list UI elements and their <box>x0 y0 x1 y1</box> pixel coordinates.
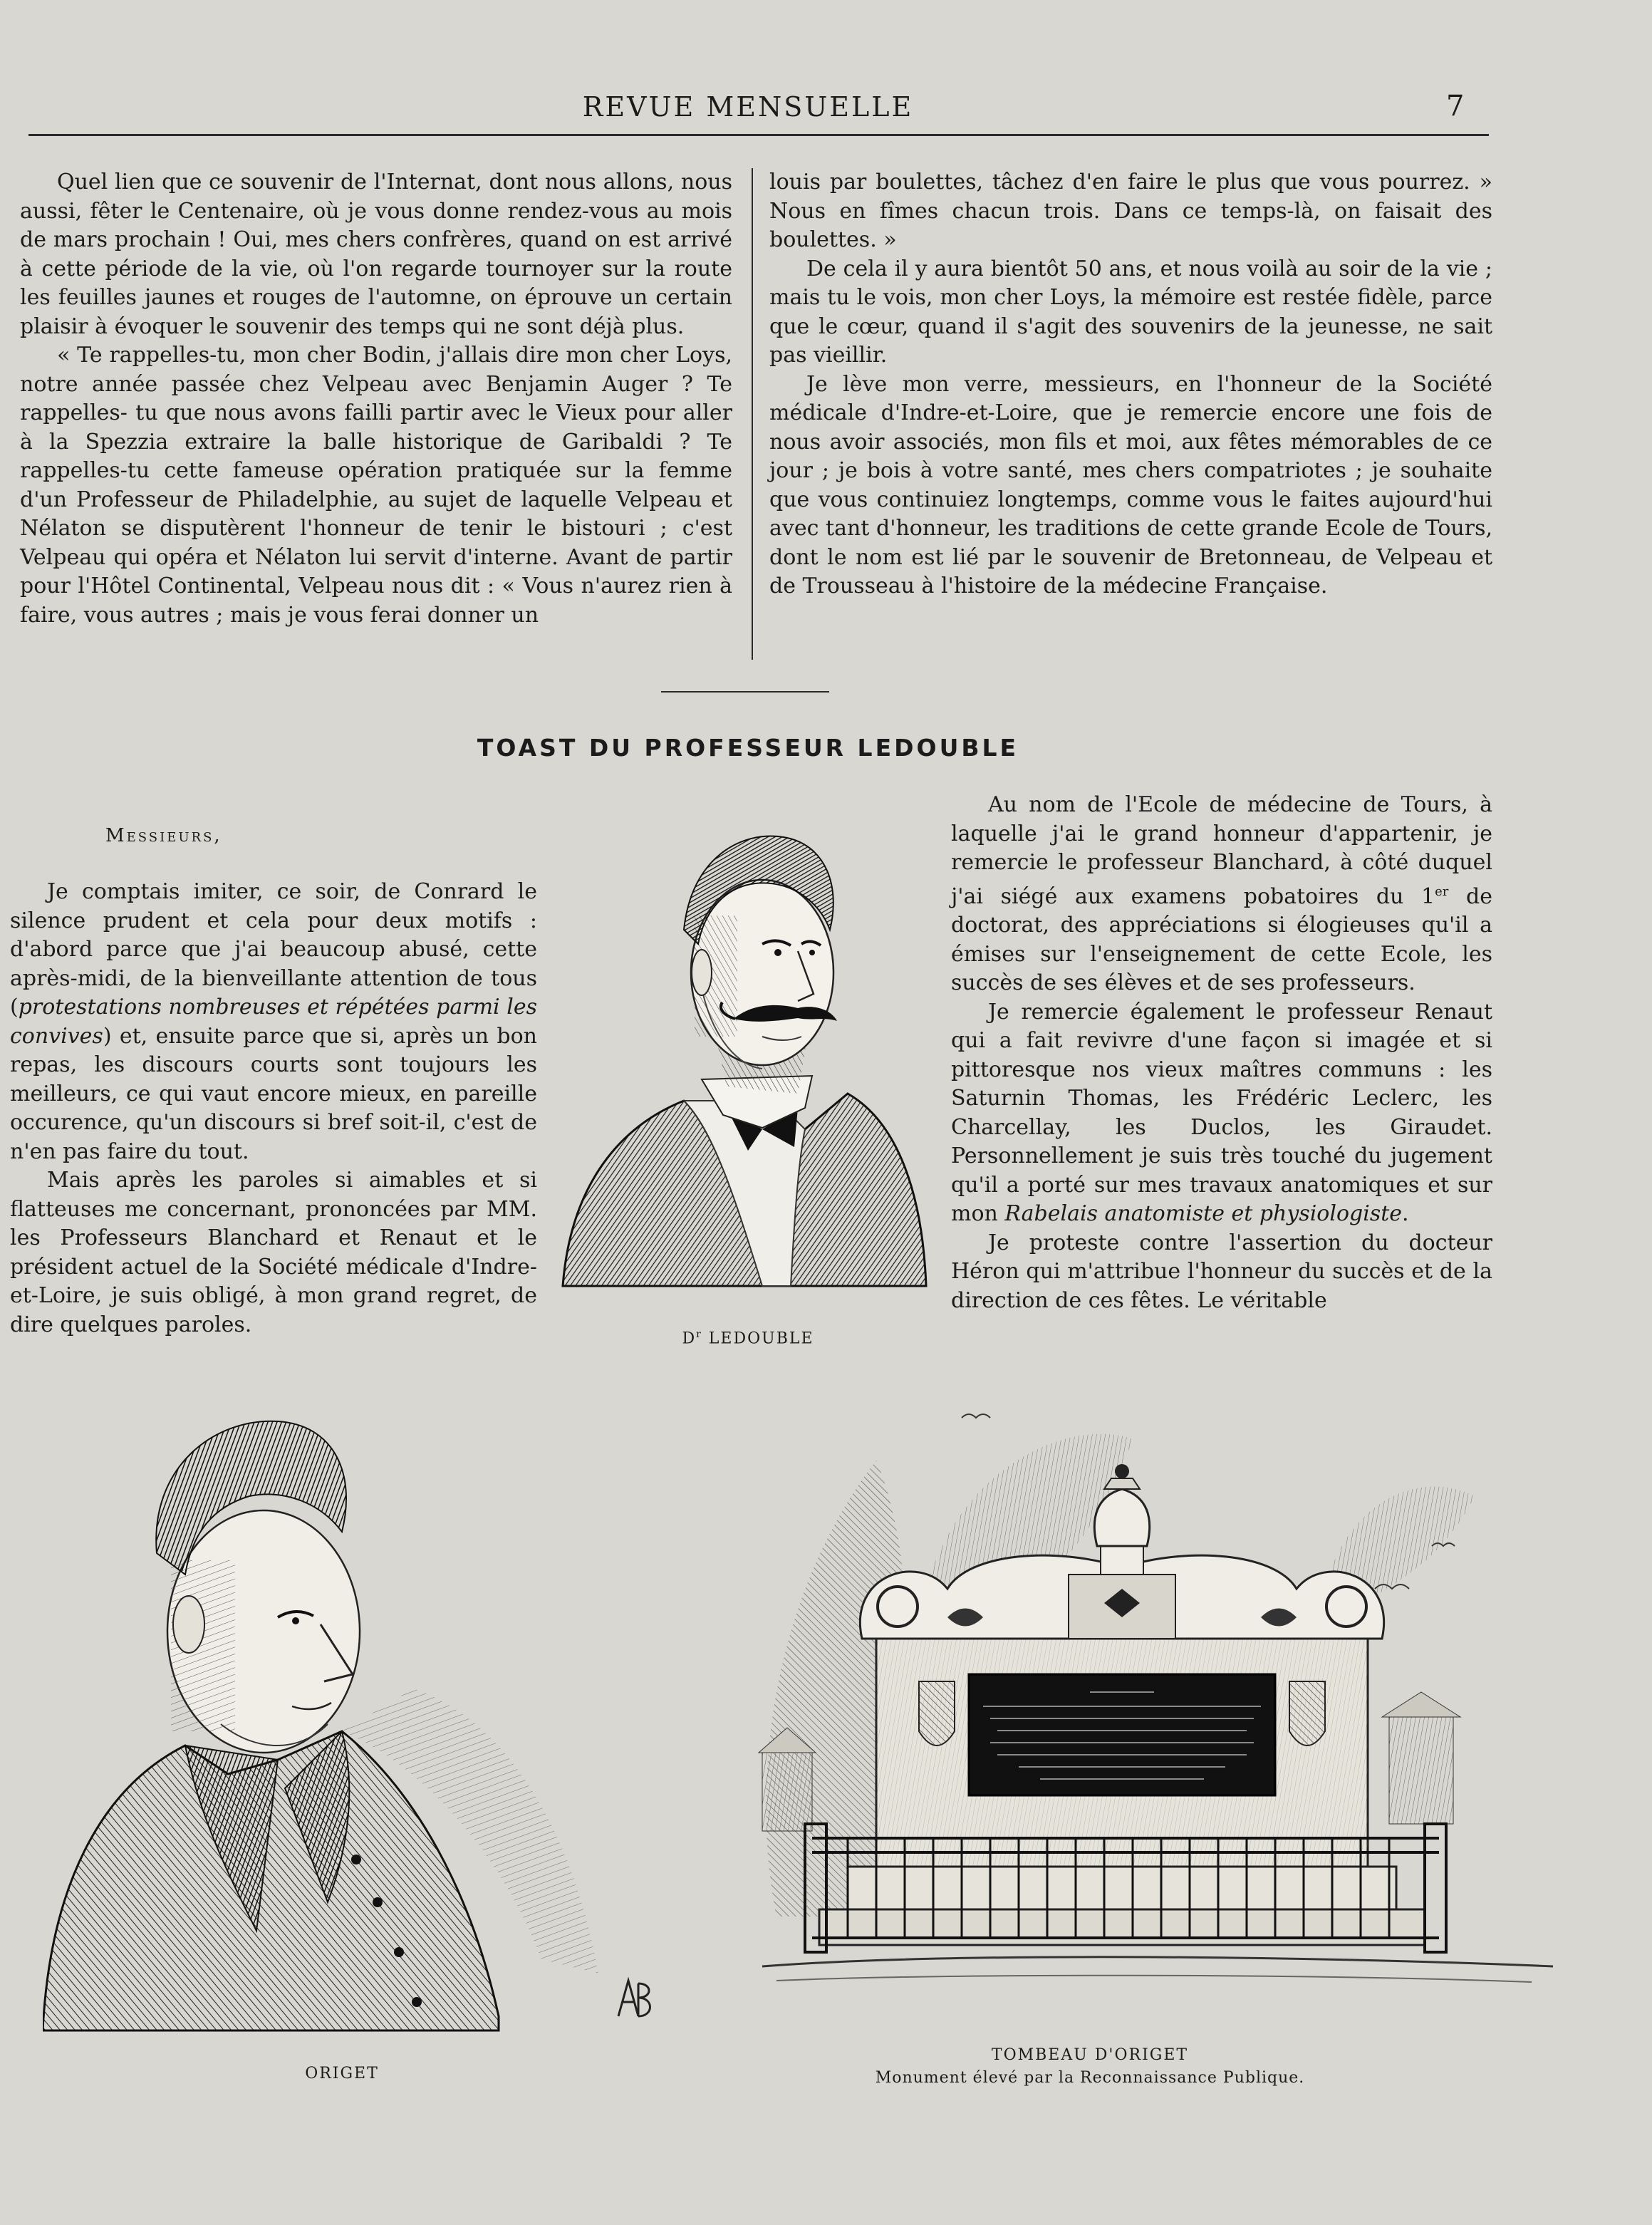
page-number: 7 <box>1446 90 1465 123</box>
tomb-illustration <box>734 1375 1581 2038</box>
paragraph: Au nom de l'Ecole de médecine de Tours, à laquelle j'ai le grand honneur d'appartenir, je remercie le professeur Blanchard, à côté duquel j'ai siégé aux examens pobatoires du 1er de doctorat, des appréciations si élogieuses qu'il a émises sur l'enseignement de cette Ecole, les succès de ses élèves et de ses professeurs. <box>951 792 1492 995</box>
tomb-subcaption: Monument élevé par la Reconnaissance Publique. <box>875 2069 1305 2087</box>
ledouble-portrait <box>549 794 933 1307</box>
artist-monogram-mark <box>613 1974 655 2023</box>
column-divider <box>752 168 753 660</box>
paragraph: louis par boulettes, tâchez d'en faire le plus que vous pourrez. » Nous en fîmes chacun trois. Dans ce temps-là, on faisait des boulettes. » <box>769 170 1492 252</box>
paragraph: « Te rappelles-tu, mon cher Bodin, j'allais dire mon cher Loys, notre année passée chez Velpeau avec Benjamin Auger ? Te rappelles- tu que nous avons failli partir avec le Vieux pour aller à la Spezzia extraire la balle historique de Garibaldi ? Te rappelles-tu cette fameuse opération pratiquée sur la femme d'un Professeur de Philadelphie, au sujet de laquelle Velpeau et Nélaton se disputèrent l'honneur de tenir le bistouri ; c'est Velpeau qui opéra et Nélaton lui servit d'interne. Avant de partir pour l'Hôtel Continental, Velpeau nous dit : « Vous n'aurez rien à faire, vous autres ; mais je vous ferai donner un <box>20 343 732 628</box>
paragraph: Je proteste contre l'assertion du docteur Héron qui m'attribue l'honneur du succès et de la direction de ces fêtes. Le véritable <box>951 1230 1492 1313</box>
paragraph: Je remercie également le professeur Renaut qui a fait revivre d'une façon si imagée et si pittoresque nos vieux maîtres communs : les Saturnin Thomas, les Frédéric Leclerc, les Charcellay, les Duclos, les Giraudet. Personnellement je suis très touché du jugement qu'il a porté sur mes travaux anatomiques et sur mon Rabelais anatomiste et physiologiste. <box>951 999 1492 1226</box>
top-left-column <box>20 168 732 630</box>
paragraph: Je comptais imiter, ce soir, de Conrard le silence prudent et cela pour deux motifs : d'abord parce que j'ai beaucoup abusé, cette après-midi, de la bienveillante attention de tous (protestations nombreuses et répétées parmi les convives) et, ensuite parce que si, après un bon repas, les discours courts sont toujours les meilleurs, ce qui vaut encore mieux, en pareille occurence, qu'un discours si bref soit-il, c'est de n'en pas faire du tout. <box>10 879 537 1164</box>
paragraph: Je lève mon verre, messieurs, en l'honneur de la Société médicale d'Indre-et-Loire, que je remercie encore une fois de nous avoir associés, mon fils et moi, aux fêtes mémorables de ce jour ; je bois à votre santé, mes chers compatriotes ; je souhaite que vous continuiez longtemps, comme vous le faites aujourd'hui avec tant d'honneur, les traditions de cette grande Ecole de Tours, dont le nom est lié par le souvenir de Bretonneau, de Velpeau et de Trousseau à l'histoire de la médecine Française. <box>769 371 1492 598</box>
toast-right-column <box>951 791 1492 1315</box>
paragraph: De cela il y aura bientôt 50 ans, et nous voilà au soir de la vie ; mais tu le vois, mon cher Loys, la mémoire est restée fidèle, parce que le cœur, quand il s'agit des souvenirs de la jeunesse, ne sait pas vieillir. <box>769 256 1492 368</box>
salutation: Messieurs, <box>105 825 222 846</box>
tomb-caption: TOMBEAU D'ORIGET <box>991 2046 1189 2064</box>
section-title: TOAST DU PROFESSEUR LEDOUBLE <box>477 734 1019 762</box>
origet-caption: ORIGET <box>305 2065 379 2083</box>
paragraph: Mais après les paroles si aimables et si flatteuses me concernant, prononcées par MM. les Professeurs Blanchard et Renaut et le président actuel de la Société médicale d'Indre-et-Loire, je suis obligé, à mon grand regret, de dire quelques paroles. <box>10 1168 537 1337</box>
paragraph: Quel lien que ce souvenir de l'Internat, dont nous allons, nous aussi, fêter le Centenaire, où je vous donne rendez-vous au mois de mars prochain ! Oui, mes chers confrères, quand on est arrivé à cette période de la vie, où l'on regarde tournoyer sur la route les feuilles jaunes et rouges de l'automne, on éprouve un certain plaisir à évoquer le souvenir des temps qui ne sont déjà plus. <box>20 170 732 339</box>
toast-left-column <box>10 878 537 1339</box>
ledouble-caption: $D^r$ LEDOUBLE <box>682 1329 814 1348</box>
artist-monogram <box>613 1974 655 2023</box>
header-rule <box>28 134 1489 136</box>
running-header-title: REVUE MENSUELLE <box>582 91 914 123</box>
section-separator <box>661 691 829 693</box>
origet-portrait <box>43 1389 684 2045</box>
top-right-column <box>769 168 1492 601</box>
